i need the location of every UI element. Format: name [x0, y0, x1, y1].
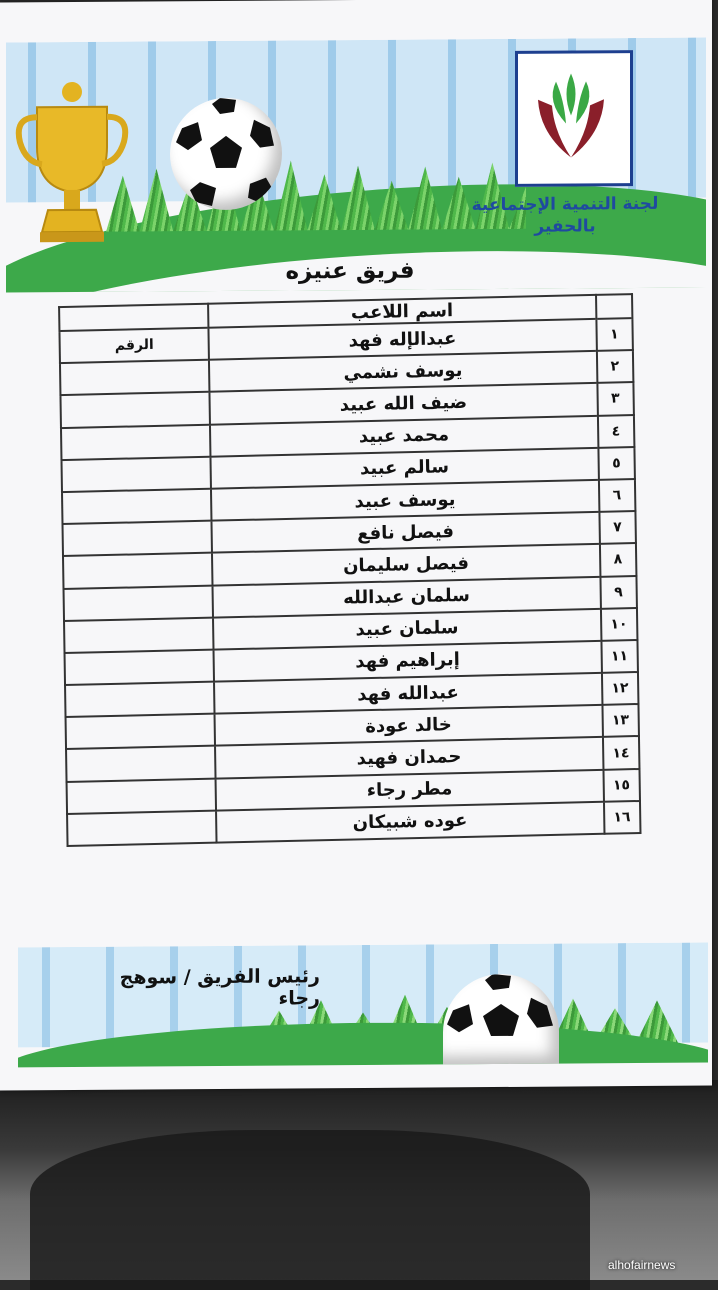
header-player-name: اسم اللاعب: [208, 295, 596, 328]
row-player-name: إبراهيم فهد: [214, 641, 602, 682]
header-number: الرقم: [59, 328, 209, 364]
row-player-name: خالد عودة: [215, 705, 603, 746]
row-index: ١٢: [601, 672, 638, 705]
organization-name-line1: لجنة التنمية الإجتماعية: [471, 193, 659, 216]
row-number: [61, 424, 211, 460]
row-player-name: عبدالله فهد: [214, 673, 602, 714]
row-player-name: سالم عبيد: [211, 448, 599, 489]
row-index: ١: [596, 318, 633, 351]
row-number: [64, 585, 214, 621]
row-number: [60, 392, 210, 428]
row-number: [61, 456, 211, 492]
row-number: [65, 650, 215, 686]
roster-body: [59, 318, 640, 846]
organization-name: [470, 193, 660, 238]
row-number: [67, 810, 217, 846]
row-index: ٧: [599, 511, 636, 544]
roster-table: [58, 293, 641, 847]
row-index: ١٣: [602, 704, 639, 737]
row-player-name: سلمان عبيد: [213, 609, 601, 650]
row-player-name: محمد عبيد: [210, 415, 598, 456]
row-index: ١١: [601, 640, 638, 673]
row-player-name: حمدان فهيد: [215, 737, 603, 778]
row-number: [67, 778, 217, 814]
trophy-icon: [12, 72, 132, 248]
row-number: [63, 553, 213, 589]
row-player-name: سلمان عبدالله: [213, 576, 601, 617]
row-index: ٦: [598, 479, 635, 512]
row-number: [60, 360, 210, 396]
row-index: ٥: [598, 447, 635, 480]
team-captain: رئيس الفريق / سوهج رجاء: [119, 965, 320, 1010]
row-index: ١٥: [603, 769, 640, 802]
row-player-name: فيصل سليمان: [212, 544, 600, 585]
header-number-blank: [59, 304, 208, 331]
row-number: [62, 521, 212, 557]
row-index: ١٠: [600, 608, 637, 641]
row-player-name: يوسف نشمي: [209, 351, 597, 392]
row-player-name: عوده شبيكان: [216, 802, 604, 843]
row-player-name: فيصل نافع: [212, 512, 600, 553]
row-number: [62, 489, 212, 525]
row-index: ١٦: [603, 801, 640, 834]
soccer-ball-icon: [170, 98, 282, 211]
row-number: [64, 617, 214, 653]
row-player-name: ضيف الله عبيد: [210, 383, 598, 424]
team-title: فريق عنيزه: [285, 257, 415, 285]
header-index: [596, 294, 633, 319]
watermark: alhofairnews: [608, 1258, 676, 1272]
leaf-logo-icon: [518, 53, 624, 178]
row-number: [66, 714, 216, 750]
row-index: ٨: [599, 543, 636, 576]
row-player-name: يوسف عبيد: [211, 480, 599, 521]
row-index: ٤: [597, 415, 634, 448]
organization-name-line2: بالحفير: [534, 216, 596, 237]
row-player-name: مطر رجاء: [216, 769, 604, 810]
row-index: ٢: [596, 350, 633, 383]
row-number: [65, 682, 215, 718]
row-player-name: عبدالإله فهد: [209, 319, 597, 360]
row-index: ٩: [600, 576, 637, 609]
row-number: [66, 746, 216, 782]
row-index: ١٤: [602, 736, 639, 769]
shadow-background: [30, 1130, 590, 1290]
organization-logo: [515, 50, 633, 187]
row-index: ٣: [597, 382, 634, 415]
